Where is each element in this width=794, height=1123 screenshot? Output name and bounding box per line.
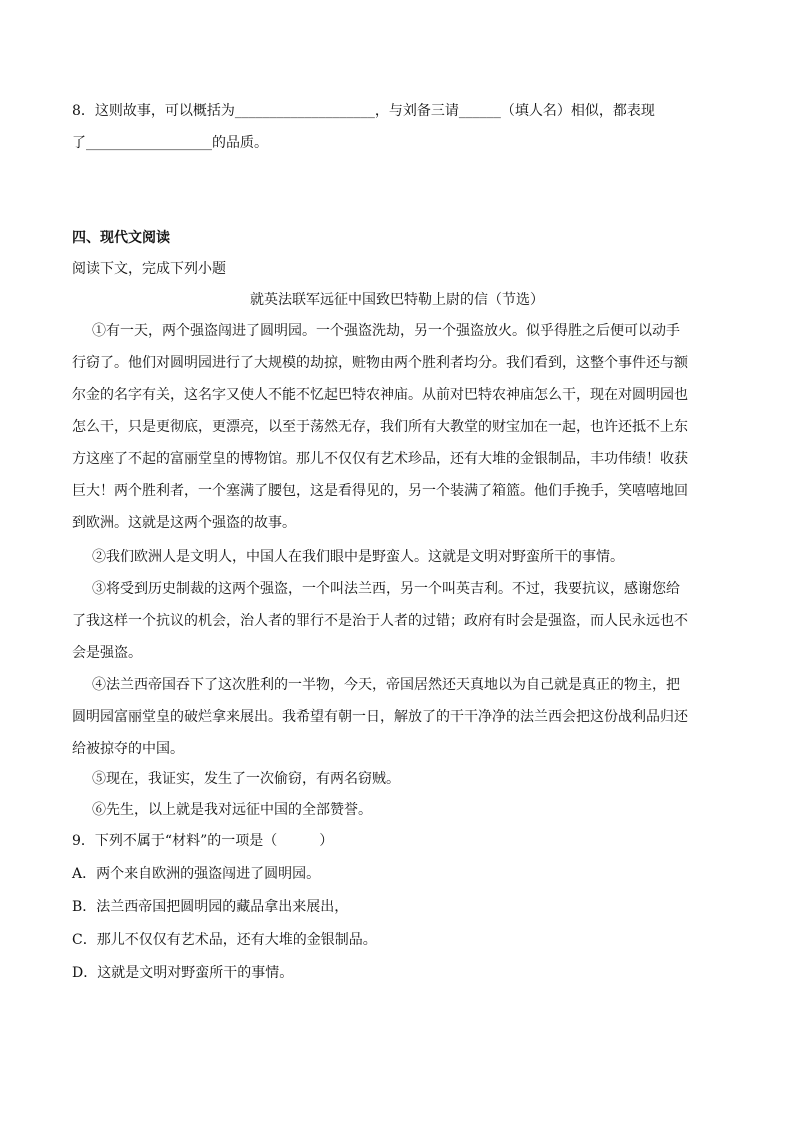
p1-line: 行窃了。他们对圆明园进行了大规模的劫掠，赃物由两个胜利者均分。我们看到，这整个事件还与额 bbox=[72, 355, 688, 371]
passage-title: 就英法联军远征中国致巴特勒上尉的信（节选） bbox=[250, 292, 544, 308]
q9-option-b: B．法兰西帝国把圆明园的藏品拿出来展出， bbox=[72, 899, 349, 915]
p1-line: 怎么干，只是更彻底，更漂亮，以至于荡然无存，我们所有大教堂的财宝加在一起，也许还抵不上东 bbox=[72, 419, 688, 435]
q9-stem: 9．下列不属于“材料”的一项是（ ） bbox=[72, 833, 334, 849]
p4-line: ④法兰西帝国吞下了这次胜利的一半物，今天，帝国居然还天真地以为自己就是真正的物主，把 bbox=[92, 677, 680, 693]
p3-line: 了我这样一个抗议的机会，治人者的罪行不是治于人者的过错；政府有时会是强盗，而人民永远也不 bbox=[72, 613, 688, 629]
p1-line: 到欧洲。这就是这两个强盗的故事。 bbox=[72, 515, 296, 531]
q9-option-a: A．两个来自欧洲的强盗闯进了圆明园。 bbox=[72, 866, 321, 882]
q9-option-d: D．这就是文明对野蛮所干的事情。 bbox=[72, 965, 294, 981]
p3-line: ③将受到历史制裁的这两个强盗，一个叫法兰西，另一个叫英吉利。不过，我要抗议，感谢您给 bbox=[92, 581, 680, 597]
p1-line: 巨大！两个胜利者，一个塞满了腰包，这是看得见的，另一个装满了箱篮。他们手挽手，笑嘻嘻地回 bbox=[72, 483, 688, 499]
reading-instruction: 阅读下文，完成下列小题 bbox=[72, 261, 226, 277]
p1-line: ①有一天，两个强盗闯进了圆明园。一个强盗洗劫，另一个强盗放火。似乎得胜之后便可以动手 bbox=[92, 323, 680, 339]
p1-line: 方这座了不起的富丽堂皇的博物馆。那儿不仅仅有艺术珍品，还有大堆的金银制品，丰功伟绩！收获 bbox=[72, 451, 688, 467]
p4-line: 给被掠夺的中国。 bbox=[72, 741, 184, 757]
p6-line: ⑥先生，以上就是我对远征中国的全部赞誉。 bbox=[92, 802, 372, 818]
q8-line-2: 了__________________的品质。 bbox=[72, 135, 268, 151]
p4-line: 圆明园富丽堂皇的破烂拿来展出。我希望有朝一日，解放了的干干净净的法兰西会把这份战利品归还 bbox=[72, 709, 688, 725]
p2-line: ②我们欧洲人是文明人，中国人在我们眼中是野蛮人。这就是文明对野蛮所干的事情。 bbox=[92, 549, 624, 565]
p3-line: 会是强盗。 bbox=[72, 645, 142, 661]
p1-line: 尔金的名字有关，这名字又使人不能不忆起巴特农神庙。从前对巴特农神庙怎么干，现在对圆明园也 bbox=[72, 387, 688, 403]
q8-line-1: 8．这则故事，可以概括为____________________，与刘备三请______（填人名）相似，都表现 bbox=[72, 103, 655, 119]
p5-line: ⑤现在，我证实，发生了一次偷窃，有两名窃贼。 bbox=[92, 771, 400, 787]
section-heading: 四、现代文阅读 bbox=[72, 230, 170, 246]
q9-option-c: C．那儿不仅仅有艺术品，还有大堆的金银制品。 bbox=[72, 932, 377, 948]
